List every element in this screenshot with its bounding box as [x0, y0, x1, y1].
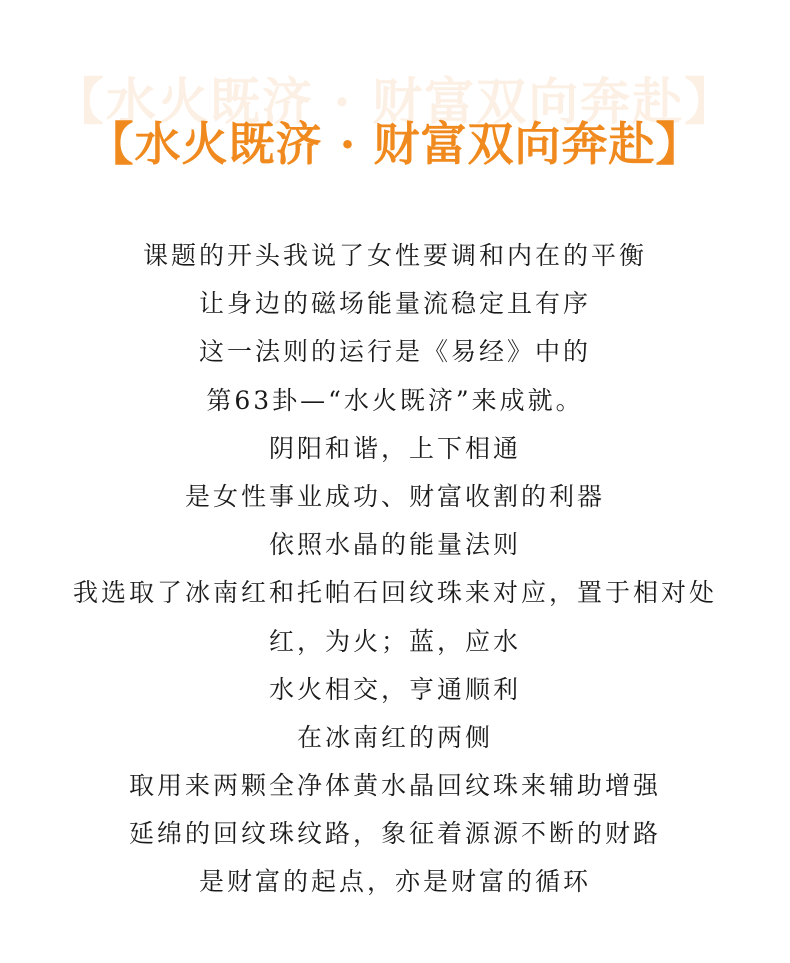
page-title: 【水火既济 · 财富双向奔赴】	[87, 117, 703, 171]
text-line: 第63卦—“水火既济”来成就。	[206, 385, 584, 415]
text-line: 依照水晶的能量法则	[268, 530, 521, 560]
text-line: 是财富的起点，亦是财富的循环	[198, 867, 591, 897]
body-text	[0, 232, 790, 907]
text-line: 在冰南红的两侧	[296, 722, 493, 752]
text-line: 我选取了冰南红和托帕石回纹珠来对应，置于相对处	[72, 578, 717, 608]
text-line: 课题的开头我说了女性要调和内在的平衡	[142, 241, 647, 270]
text-line: 水火相交，亨通顺利	[268, 674, 521, 704]
text-line: 是女性事业成功、财富收割的利器	[184, 481, 605, 511]
text-line: 红，为火；蓝，应水	[268, 626, 521, 656]
text-line: 阴阳和谐，上下相通	[268, 433, 521, 463]
title-shadow: 【水火既济 · 财富双向奔赴】	[53, 72, 737, 131]
text-line: 取用来两颗全净体黄水晶回纹珠来辅助增强	[128, 771, 661, 801]
text-line: 延绵的回纹珠纹路，象征着源源不断的财路	[128, 819, 661, 849]
text-line: 让身边的磁场能量流稳定且有序	[198, 289, 591, 319]
title-block	[0, 62, 790, 172]
text-line: 这一法则的运行是《易经》中的	[198, 337, 591, 367]
